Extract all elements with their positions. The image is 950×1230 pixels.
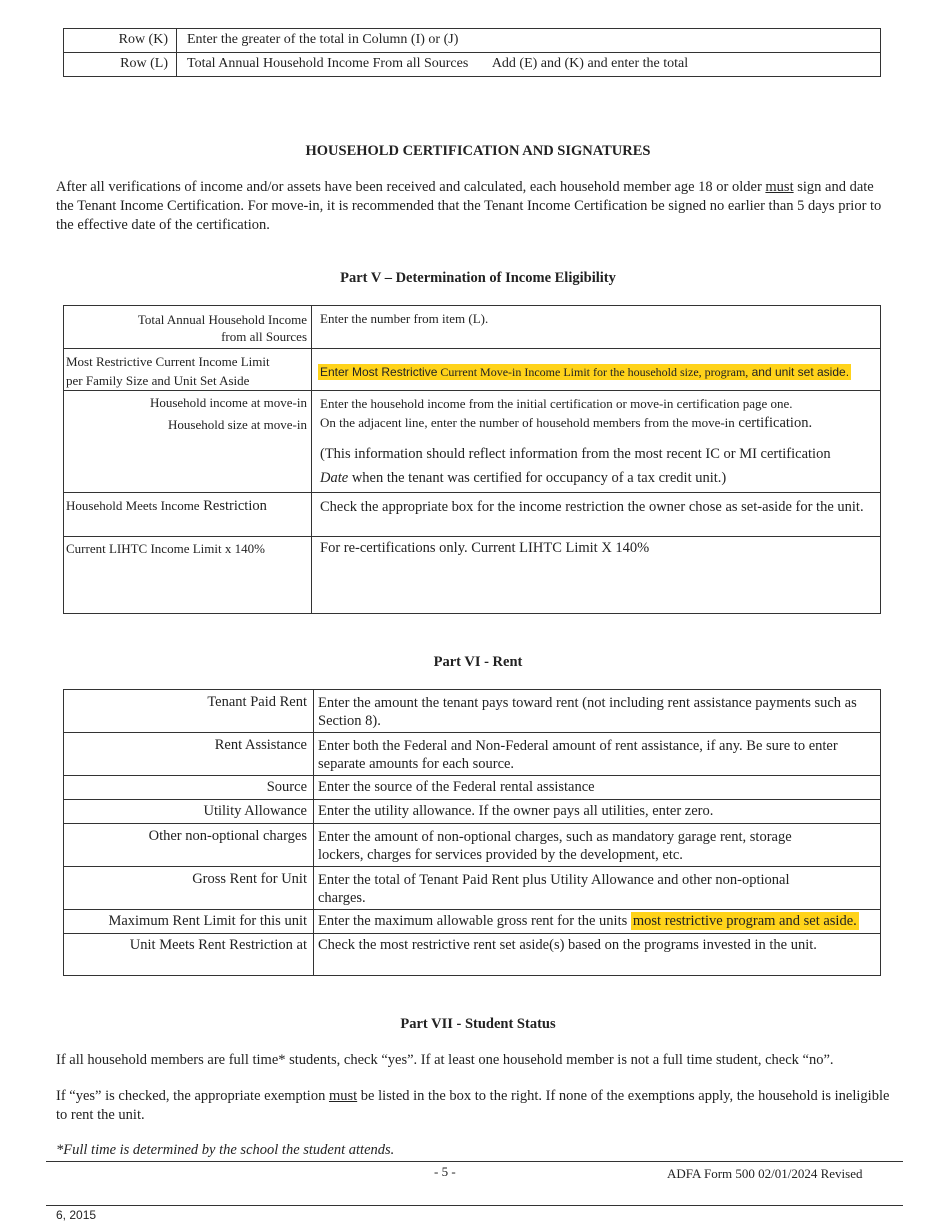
student-text-b: be listed in the box to the right. If none of the exemptions apply, the household is ineligible to rent the unit. bbox=[56, 1088, 890, 1123]
move-in-income-text: Enter the household income from the initial certification or move-in certification page one. bbox=[320, 396, 793, 411]
student-footnote: *Full time is determined by the school the student attends. bbox=[56, 1142, 395, 1158]
income-limit-label-line2: per Family Size and Unit Set Aside bbox=[66, 373, 250, 388]
total-income-label-line2: from all Sources bbox=[221, 329, 307, 344]
table-row bbox=[64, 910, 881, 934]
meets-income-text: Check the appropriate box for the income restriction the owner chose as set-aside for the unit. bbox=[312, 493, 881, 537]
move-in-note bbox=[320, 442, 874, 490]
lihtc-limit-text: For re-certifications only. Current LIHTC Limit X 140% bbox=[312, 537, 881, 614]
part6-table bbox=[63, 689, 881, 976]
note-text-b: IC or MI certification bbox=[705, 446, 831, 462]
footer-rule-bottom bbox=[46, 1205, 903, 1206]
page-number: - 5 - bbox=[434, 1164, 456, 1179]
rent-text: Check the most restrictive rent set aside(s) based on the programs invested in the unit. bbox=[314, 934, 881, 976]
rent-label: Rent Assistance bbox=[64, 733, 314, 776]
rent-text: Enter both the Federal and Non-Federal amount of rent assistance, if any. Be sure to enter separate amounts for each source. bbox=[314, 733, 881, 776]
student-paragraph-2 bbox=[56, 1087, 896, 1125]
row-k-label: Row (K) bbox=[64, 29, 177, 53]
total-income-text: Enter the number from item (L). bbox=[312, 306, 881, 349]
table-row bbox=[64, 824, 881, 867]
meets-income-label-b: Restriction bbox=[199, 498, 267, 514]
highlight-b: Current Move-in Income Limit for the household size, program, bbox=[437, 365, 749, 379]
rent-label: Unit Meets Rent Restriction at bbox=[64, 934, 314, 976]
table-row bbox=[64, 29, 881, 53]
table-row bbox=[64, 53, 881, 77]
table-row bbox=[64, 867, 881, 910]
student-text-a: If “yes” is checked, the appropriate exemption bbox=[56, 1088, 329, 1104]
student-paragraph-1: If all household members are full time* students, check “yes”. If at least one household member is not a full time student, check “no”. bbox=[56, 1052, 834, 1068]
certification-text-a: After all verifications of income and/or assets have been received and calculated, each household member age 18 or older bbox=[56, 179, 766, 195]
rent-text: Enter the amount the tenant pays toward rent (not including rent assistance payments such as Section 8). bbox=[314, 690, 881, 733]
table-row bbox=[64, 800, 881, 824]
rent-label: Tenant Paid Rent bbox=[64, 690, 314, 733]
certification-text-b: sign and date the Tenant Income Certification. For move-in, it is recommended that the Tenant Income Certification be signed no earlier than 5 days prior to the effective date of the certification. bbox=[56, 179, 882, 233]
rent-text: Enter the total of Tenant Paid Rent plus Utility Allowance and other non-optional charges. bbox=[314, 867, 881, 910]
max-rent-highlight: most restrictive program and set aside. bbox=[632, 913, 857, 929]
rent-text: Enter the utility allowance. If the owner pays all utilities, enter zero. bbox=[314, 800, 881, 824]
meets-income-label bbox=[64, 493, 312, 537]
meets-income-label-a: Household Meets Income bbox=[66, 498, 200, 513]
move-in-text bbox=[312, 391, 881, 493]
move-in-size-text-a: On the adjacent line, enter the number of household members from the move-in bbox=[320, 415, 735, 430]
total-income-label bbox=[64, 306, 312, 349]
table-row bbox=[64, 306, 881, 349]
move-in-label bbox=[64, 391, 312, 493]
note-text-a: (This information should reflect information from the most recent bbox=[320, 446, 706, 462]
row-l-label: Row (L) bbox=[64, 53, 177, 77]
certification-heading: HOUSEHOLD CERTIFICATION AND SIGNATURES bbox=[305, 143, 651, 159]
table-row bbox=[64, 391, 881, 493]
row-l-instruction: Add (E) and (K) and enter the total bbox=[491, 56, 689, 71]
table-row bbox=[64, 934, 881, 976]
footer-rule-top bbox=[46, 1161, 903, 1162]
table-row bbox=[64, 733, 881, 776]
rent-text bbox=[314, 910, 881, 934]
part6-heading: Part VI - Rent bbox=[433, 654, 523, 670]
income-limit-text bbox=[312, 349, 881, 391]
rent-label: Other non-optional charges bbox=[64, 824, 314, 867]
note-text-c: when the tenant was certified for occupancy of a tax credit unit.) bbox=[348, 470, 727, 486]
form-revision: ADFA Form 500 02/01/2024 Revised bbox=[667, 1166, 863, 1181]
row-k-l-table bbox=[63, 28, 881, 77]
lihtc-limit-label: Current LIHTC Income Limit x 140% bbox=[64, 537, 312, 614]
rent-text: Enter the amount of non-optional charges, such as mandatory garage rent, storage lockers, charges for services provided by the development, etc. bbox=[314, 824, 881, 867]
table-row bbox=[64, 493, 881, 537]
move-in-size-text bbox=[320, 413, 874, 433]
part7-heading: Part VII - Student Status bbox=[400, 1016, 556, 1032]
household-income-label: Household income at move-in bbox=[149, 395, 307, 410]
table-row bbox=[64, 537, 881, 614]
income-limit-label-line1: Most Restrictive Current Income Limit bbox=[66, 354, 270, 369]
table-row bbox=[64, 690, 881, 733]
must-underlined: must bbox=[328, 1088, 358, 1104]
highlight-a: Enter Most Restrictive bbox=[320, 365, 438, 379]
certification-paragraph bbox=[56, 178, 891, 235]
rent-text: Enter the source of the Federal rental assistance bbox=[314, 776, 881, 800]
must-underlined: must bbox=[765, 179, 794, 195]
note-date-italic: Date bbox=[320, 470, 349, 486]
part5-table bbox=[63, 305, 881, 614]
table-row bbox=[64, 776, 881, 800]
household-size-label: Household size at move-in bbox=[168, 417, 307, 432]
total-income-label-line1: Total Annual Household Income bbox=[137, 312, 307, 327]
row-l-text bbox=[177, 53, 881, 77]
highlight-c: and unit set aside. bbox=[748, 365, 850, 379]
row-k-text: Enter the greater of the total in Column (I) or (J) bbox=[177, 29, 881, 53]
rent-label: Utility Allowance bbox=[64, 800, 314, 824]
footer-date: 6, 2015 bbox=[56, 1208, 97, 1222]
move-in-size-text-b: certification. bbox=[734, 415, 813, 431]
part5-heading: Part V – Determination of Income Eligibility bbox=[340, 270, 616, 286]
rent-label: Gross Rent for Unit bbox=[64, 867, 314, 910]
table-row bbox=[64, 349, 881, 391]
income-limit-label bbox=[64, 349, 312, 391]
max-rent-text: Enter the maximum allowable gross rent for the units bbox=[318, 913, 631, 929]
rent-label: Source bbox=[64, 776, 314, 800]
rent-label: Maximum Rent Limit for this unit bbox=[64, 910, 314, 934]
row-l-description: Total Annual Household Income From all Sources bbox=[187, 56, 469, 71]
